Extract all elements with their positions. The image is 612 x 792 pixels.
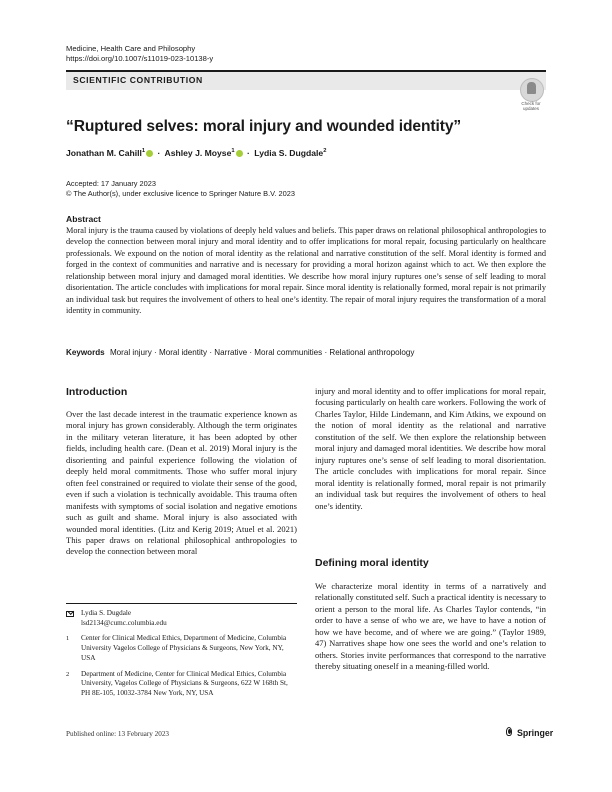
author-name[interactable]: Ashley J. Moyse (164, 148, 232, 158)
author-list (66, 148, 326, 158)
affiliation-note (66, 634, 297, 663)
affiliation-text: Department of Medicine, Center for Clinical Medical Ethics, Columbia University, Vagelos College of Physicians & Surgeons, 622 W 168th St, PH 8E-105, 10032-3784 New York, NY, USA (81, 669, 288, 697)
footnotes (66, 609, 297, 705)
author-affiliation-sup: 1 (141, 148, 146, 155)
publisher-name: Springer (517, 728, 554, 738)
introduction-heading: Introduction (66, 386, 128, 398)
author-separator: · (157, 148, 161, 158)
affiliation-text: Center for Clinical Medical Ethics, Department of Medicine, Columbia University Vagelos College of Physicians & Surgeons, New York, NY, USA (81, 634, 287, 662)
accepted-date: Accepted: 17 January 2023 (66, 179, 156, 188)
abstract-text: Moral injury is the trauma caused by violations of deeply held values and beliefs. This paper draws on relational philosophical anthropologies to develop the connection between moral injury and moral identity and to offer implications for moral repair, focusing particularly on healthcare professionals. We expound on the notion of moral identity as the relational and narrative constitution of the self. Moral identity is formed and forged in the context of communities and narrative and is necessary for providing a moral horizon against which to act. We then explore the relationship between moral injury and damaged moral identities. We describe how moral injury ruptures one’s sense of self leading to moral disorientation. The article concludes with implications for moral repair. Since moral identity is relationally formed, moral repair is not primarily an individual task but requires the involvement of others to heal one’s identity. The repair of moral injury requires the transformation of a moral identity in community. (66, 226, 546, 316)
introduction-paragraph-continued: injury and moral identity and to offer implications for moral repair, focusing particularly on health care workers. Following the work of Charles Taylor, Hilde Lindemann, and Kim Atkins, we expound on the notion of moral identity as the relational and narrative constitution of the self. We then explore the relationship between moral injury and damaged moral identities. We describe how moral injury ruptures one’s sense of self leading to moral disorientation. The article concludes with implications for moral repair. Since moral identity is relationally formed, moral repair is not primarily an individual task but requires the involvement of others to heal one’s identity. (315, 386, 546, 511)
section-label: SCIENTIFIC CONTRIBUTION (73, 75, 203, 85)
author-affiliation-sup: 2 (323, 148, 327, 155)
crossmark-label-2: updates (522, 106, 539, 111)
correspondence-name: Lydia S. Dugdale (81, 609, 132, 617)
journal-name: Medicine, Health Care and Philosophy (66, 44, 196, 53)
copyright-line: © The Author(s), under exclusive licence to Springer Nature B.V. 2023 (66, 189, 295, 198)
defining-heading: Defining moral identity (315, 557, 429, 569)
body-column-left (66, 409, 297, 558)
publisher-logo (505, 727, 553, 738)
doi-link[interactable]: https://doi.org/10.1007/s11019-023-10138-y (66, 54, 214, 63)
author-name[interactable]: Jonathan M. Cahill (66, 148, 142, 158)
published-date: Published online: 13 February 2023 (66, 730, 170, 738)
crossmark-badge[interactable] (514, 78, 548, 114)
introduction-paragraph: Over the last decade interest in the traumatic experience known as moral injury has grown considerably. Although the term originates in the military veteran literature, it has been adopted by other fields, including health care. (Dean et al. 2019) Moral injury is the disorienting and painful experience following the violation of deeply held moral commitments. Those who suffer moral injury often feel constrained or required to violate their sense of the good, even if such a violation is technically avoidable. This trauma often manifests with symptoms of social isolation and negative emotions such as guilt and shame. Moral injury is also associated with wounded moral identities. (Litz and Kerig 2019; Atuel et al. 2021) This paper draws on relational philosophical anthropologies to develop the connection between moral (66, 409, 297, 557)
affiliation-number: 2 (66, 670, 70, 678)
affiliation-number: 1 (66, 635, 70, 643)
springer-horse-icon (505, 727, 514, 737)
defining-paragraph: We characterize moral identity in terms of a narratively and relationally constituted self. Such a practical identity is necessary to orient a person to the moral life. As Charles Taylor contends, “in order to have a sense of who we are, we have to have a notion of how we have become, and of where we are going.” (Taylor 1989, 47) Narratives shape how one sees the world and one’s relation to others. Stories invite performances that correspond to the narrative thereby situating oneself in a meaning-filled world. (315, 581, 546, 672)
orcid-icon[interactable] (236, 150, 243, 157)
author-name[interactable]: Lydia S. Dugdale (254, 148, 324, 158)
orcid-icon[interactable] (146, 150, 153, 157)
article-title: “Ruptured selves: moral injury and wounded identity” (66, 118, 462, 135)
journal-header (66, 44, 213, 64)
footnote-rule (66, 603, 297, 604)
correspondence-email[interactable]: lsd2134@cumc.columbia.edu (81, 618, 167, 627)
envelope-icon (66, 611, 74, 617)
affiliation-note (66, 670, 297, 699)
body-column-right (315, 386, 546, 512)
keywords-label: Keywords (66, 348, 105, 357)
section-banner-rule (66, 70, 546, 72)
defining-section (315, 581, 546, 673)
keywords (66, 348, 414, 357)
crossmark-label-1: Check for (521, 101, 541, 106)
article-dates (66, 179, 295, 199)
crossmark-icon (520, 78, 544, 102)
author-affiliation-sup: 1 (231, 148, 235, 155)
author-separator: · (247, 148, 250, 158)
correspondence-note (66, 609, 297, 628)
abstract-heading: Abstract (66, 214, 101, 224)
keywords-list: Moral injury · Moral identity · Narrative · Moral communities · Relational anthropology (109, 348, 415, 357)
